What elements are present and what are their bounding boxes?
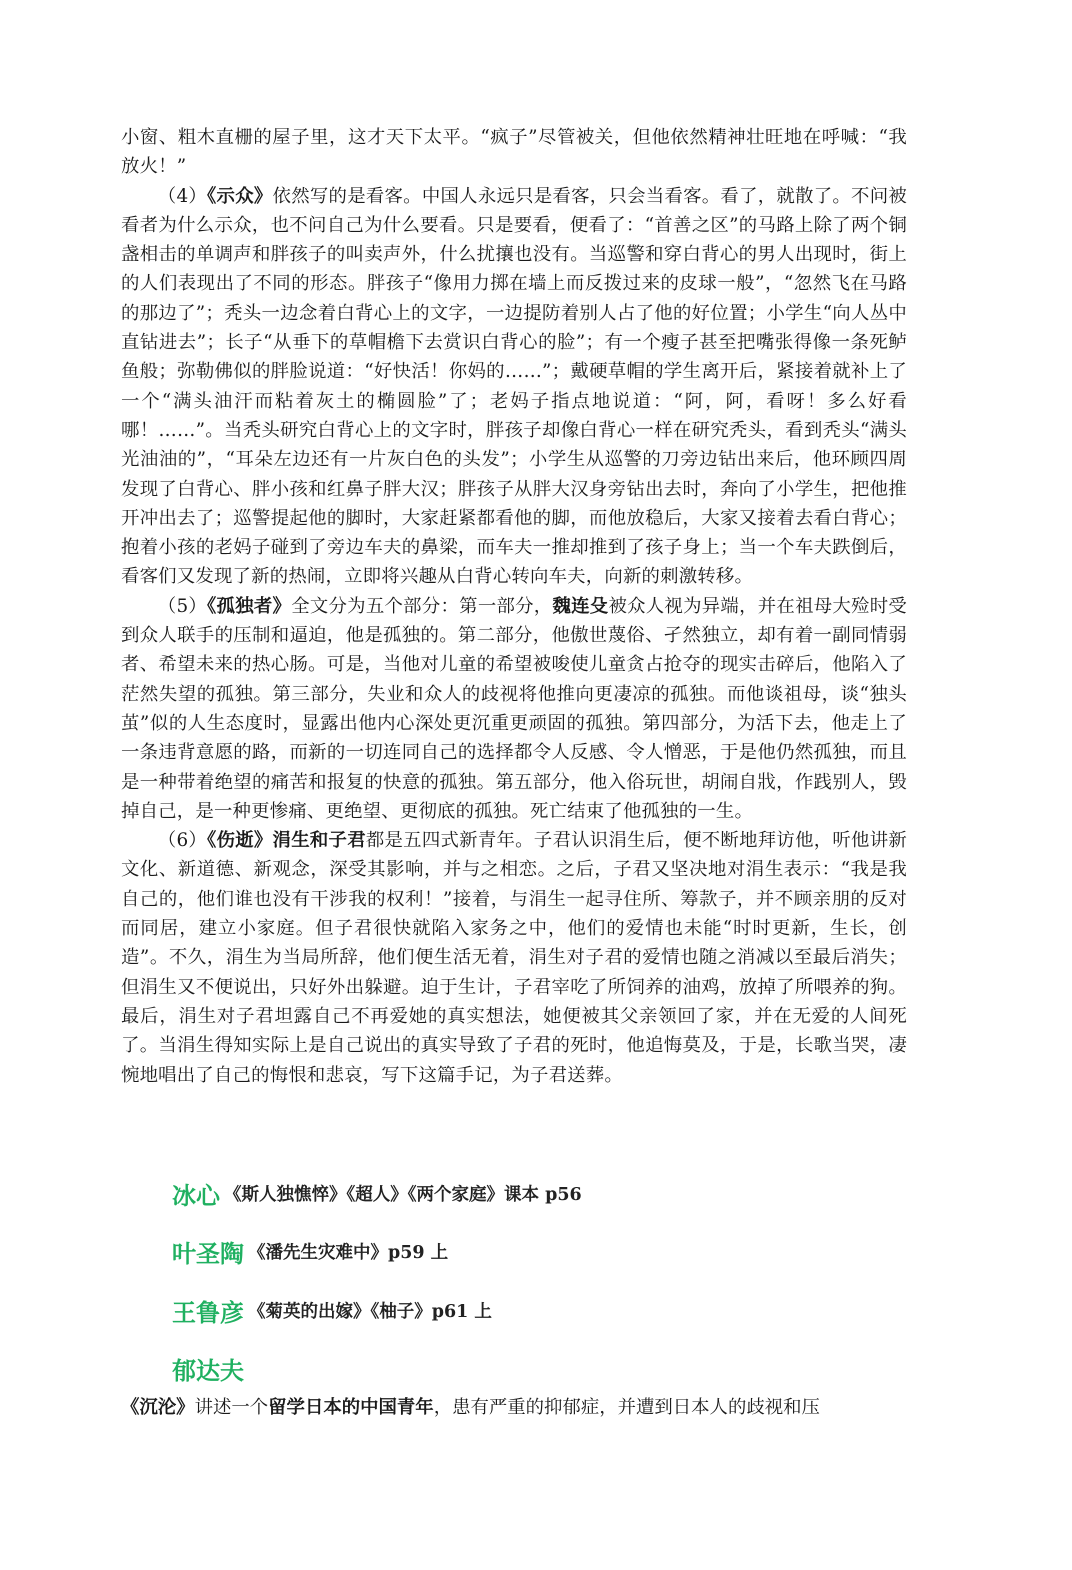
highlight-text: 留学日本的中国青年 [268, 1397, 434, 1418]
truncated-paragraph [121, 1393, 907, 1422]
author-works: 《潘先生灾难中》p59 上 [248, 1243, 449, 1264]
author-entry [121, 1340, 907, 1399]
paragraph-number: （4） [157, 185, 208, 207]
author-name: 郁达夫 [172, 1357, 244, 1386]
author-works: 《菊英的出嫁》《柚子》p61 上 [248, 1301, 492, 1322]
character-name: 魏连殳 [552, 595, 609, 617]
paragraph-text: 都是五四式新青年。子君认识涓生后，便不断地拜访他，听他讲新文化、新道德、新观念，深受其影响，并与之相恋。之后，子君又坚决地对涓生表示：“我是我自己的，他们谁也没有干涉我的权利！”接着，与涓生一起寻住所、筹款子，并不顾亲朋的反对而同居，建立小家庭。但子君很快就陷入家务之中，他们的爱情也未能“时时更新，生长，创造”。不久，涓生为当局所辞，他们便生活无着，涓生对子君的爱情也随之消减以至最后消失；但涓生又不便说出，只好外出躲避。迫于生计，子君宰吃了所饲养的油鸡，放掉了所喂养的狗。最后，涓生对子君坦露自己不再爱她的真实想法，她便被其父亲领回了家，并在无爱的人间死了。当涓生得知实际上是自己说出的真实导致了子君的死时，他追悔莫及，于是，长歌当哭，凄惋地唱出了自己的悔恨和悲哀，写下这篇手记，为子君送葬。 [121, 830, 907, 1086]
work-title: 《孤独者》 [207, 595, 292, 617]
author-works: 《斯人独憔悴》《超人》《两个家庭》课本 p56 [224, 1184, 582, 1205]
paragraph-text: 全文分为五个部分：第一部分， [291, 595, 553, 617]
author-entry [121, 1164, 907, 1223]
paragraph-text: 被众人视为异端，并在祖母大殓时受到众人联手的压制和逼迫，他是孤独的。第二部分，他傲世蔑俗、孑然独立，却有着一副同情弱者、希望未来的热心肠。可是，当他对儿童的希望被唆使儿童贪占抢夺的现实击碎后，他陷入了茫然失望的孤独。第三部分，失业和众人的歧视将他推向更凄凉的孤独。而他谈祖母，谈“独头茧”似的人生态度时，显露出他内心深处更沉重更顽固的孤独。第四部分，为活下去，他走上了一条违背意愿的路，而新的一切连同自己的选择都令人反感、令人憎恶，于是他仍然孤独，而且是一种带着绝望的痛苦和报复的快意的孤独。第五部分，他入俗玩世，胡闹自戕，作践别人，毁掉自己，是一种更惨痛、更绝望、更彻底的孤独。死亡结束了他孤独的一生。 [121, 595, 907, 822]
author-entry [121, 1281, 907, 1340]
paragraph-text: 依然写的是看客。中国人永远只是看客，只会当看客。看了，就散了。不问被看者为什么示众，也不问自己为什么要看。只是要看，便看了：“首善之区”的马路上除了两个铜盏相击的单调声和胖孩子的叫卖声外，什么扰攘也没有。当巡警和穿白背心的男人出现时，街上的人们表现出了不同的形态。胖孩子“像用力掷在墙上而反拨过来的皮球一般”，“忽然飞在马路的那边了”；秃头一边念着白背心上的文字，一边提防着别人占了他的好位置；小学生“向人丛中直钻进去”；长子“从垂下的草帽檐下去赏识白背心的脸”；有一个瘦子甚至把嘴张得像一条死鲈鱼般；弥勒佛似的胖脸说道：“好快活！你妈的……”；戴硬草帽的学生离开后，紧接着就补上了一个“满头油汗而粘着灰土的椭圆脸”了；老妈子指点地说道：“阿，阿，看呀！多么好看哪！……”。当秃头研究白背心上的文字时，胖孩子却像白背心一样在研究秃头，看到秃头“满头光油油的”，“耳朵左边还有一片灰白色的头发”；小学生从巡警的刀旁边钻出来后，他环顾四周发现了白背心、胖小孩和红鼻子胖大汉；胖孩子从胖大汉身旁钻出去时，奔向了小学生，把他推开冲出去了；巡警提起他的脚时，大家赶紧都看他的脚，而他放稳后，大家又接着去看白背心；抱着小孩的老妈子碰到了旁边车夫的鼻梁，而车夫一推却推到了孩子身上；当一个车夫跌倒后，看客们又发现了新的热闹，立即将兴趣从白背心转向车夫，向新的刺激转移。 [121, 185, 907, 588]
paragraph-5 [121, 592, 907, 826]
author-name: 王鲁彦 [172, 1298, 244, 1327]
paragraph-4 [121, 182, 907, 592]
body-text [121, 123, 907, 1090]
paragraph-text: ，患有严重的抑郁症，并遭到日本人的歧视和压 [433, 1397, 820, 1418]
author-name: 叶圣陶 [172, 1240, 244, 1269]
author-list [121, 1164, 907, 1398]
work-title: 《伤逝》 [207, 830, 273, 852]
paragraph-continued: 小窗、粗木直栅的屋子里，这才天下太平。“疯子”尽管被关，但他依然精神壮旺地在呼喊：“我放火！” [121, 127, 907, 178]
author-entry [121, 1223, 907, 1282]
work-title: 《示众》 [207, 185, 273, 207]
paragraph-number: （5） [157, 595, 208, 617]
author-name: 冰心 [172, 1181, 220, 1210]
work-title: 《沉沦》 [121, 1397, 195, 1418]
paragraph-number: （6） [157, 830, 208, 852]
character-name: 涓生和子君 [272, 830, 366, 852]
paragraph-6 [121, 826, 907, 1090]
paragraph-text: 讲述一个 [194, 1397, 269, 1418]
